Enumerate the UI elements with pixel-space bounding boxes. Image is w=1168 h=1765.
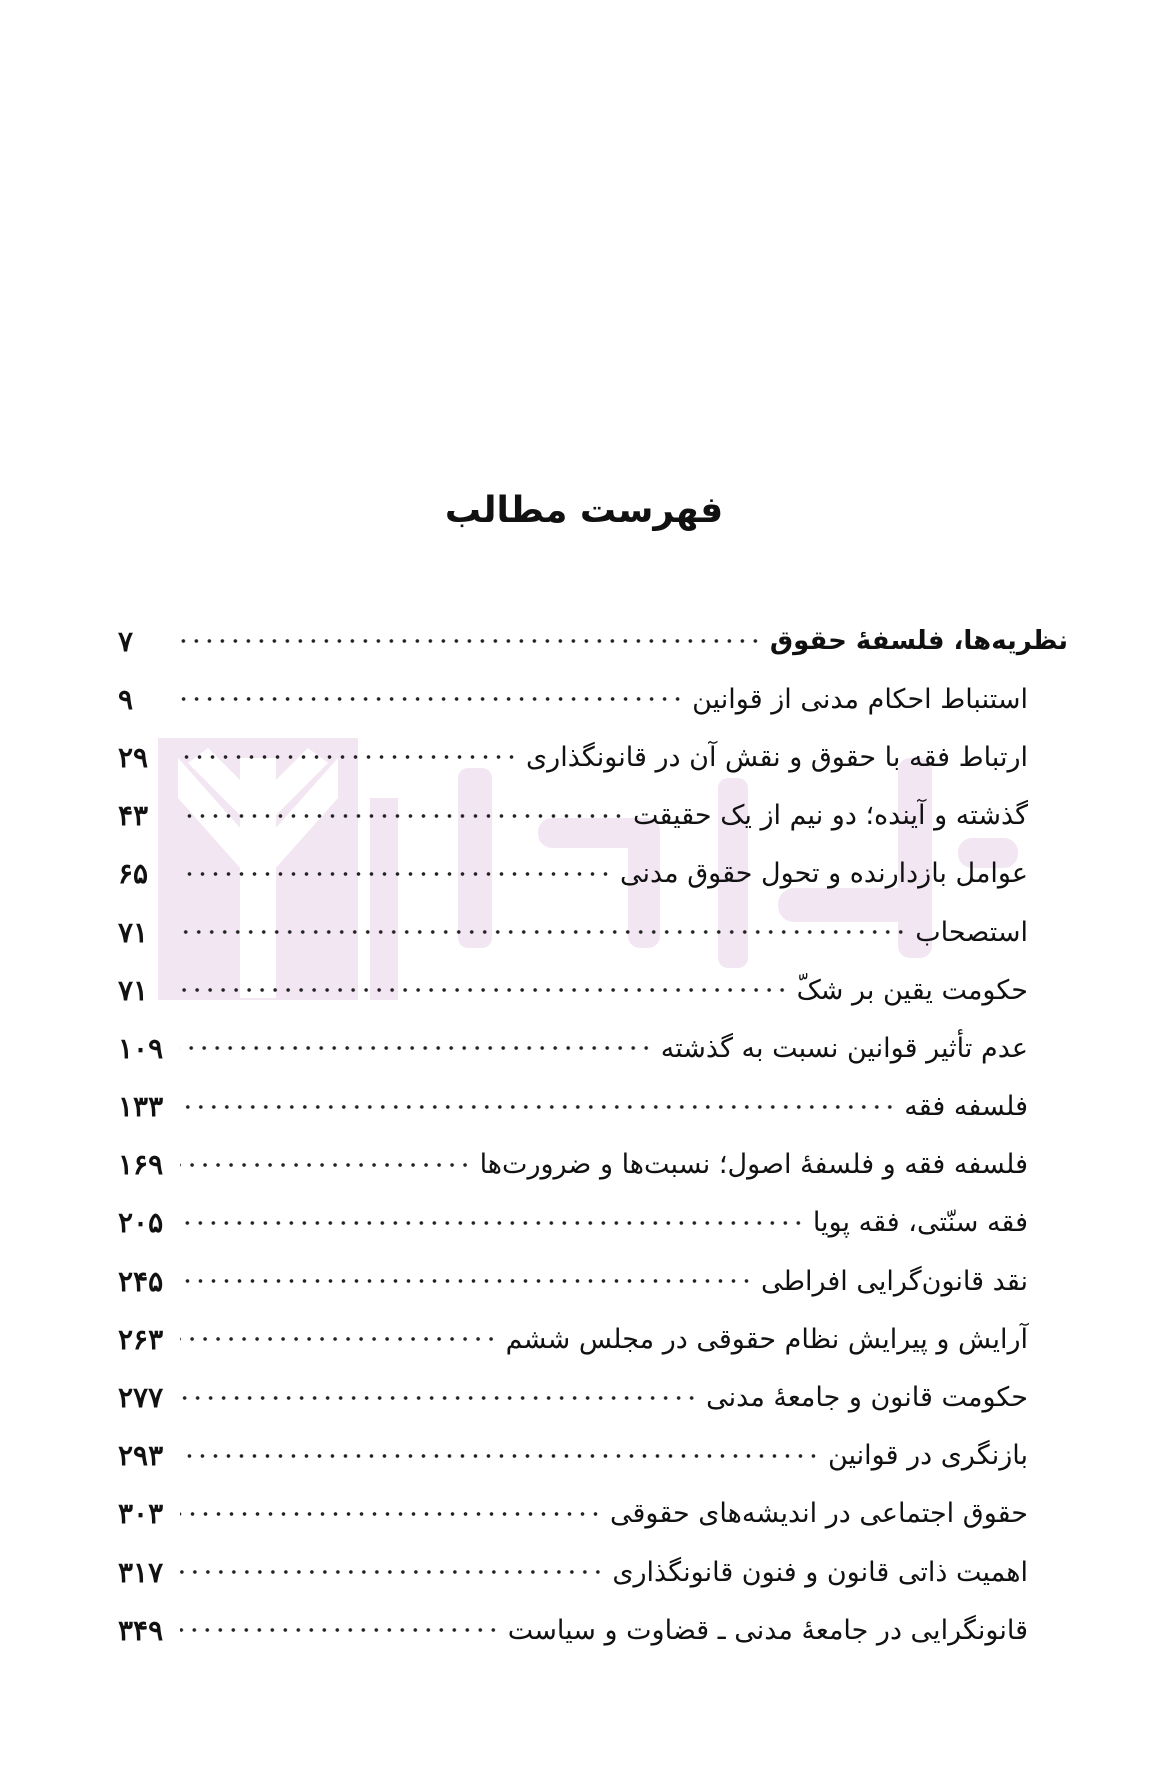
toc-entry [118,1485,1068,1543]
toc-entry [118,1019,1068,1077]
dot-leader [180,688,684,710]
toc-entry-title: فقه سنّتی، فقه پویا [812,1207,1028,1239]
toc-entry-page-number: ۳۱۷ [118,1555,164,1589]
toc-entry [118,728,1068,786]
toc-entry [118,845,1068,903]
toc-entry-page-number: ۲۶۳ [118,1322,164,1356]
toc-entry [118,961,1068,1019]
dot-leader [180,1096,896,1118]
toc-entry-page-number: ۲۹ [118,740,149,774]
dot-leader [180,1445,820,1467]
dot-leader [180,630,762,652]
toc-entry-page-number: ۱۶۹ [118,1148,164,1182]
toc-entry-title: بازنگری در قوانین [827,1440,1028,1472]
toc-entry-page-number: ۲۹۳ [118,1439,164,1473]
toc-entry [118,1543,1068,1601]
toc-entry-title: قانونگرایی در جامعهٔ مدنی ـ قضاوت و سیاست [507,1614,1028,1646]
toc-entry-page-number: ۷ [118,624,134,658]
dot-leader [180,1154,472,1176]
toc-entry-page-number: ۴۳ [118,799,149,833]
toc-entry-title: نظریه‌ها، فلسفهٔ حقوق [769,626,1068,657]
dot-leader [180,979,789,1001]
toc-entry-page-number: ۲۰۵ [118,1206,164,1240]
toc-entry-page-number: ۹ [118,682,134,716]
toc-entry-title: استصحاب [915,916,1028,948]
toc-entry-title: عوامل بازدارنده و تحول حقوق مدنی [619,858,1028,890]
toc-entry-page-number: ۶۵ [118,857,149,891]
dot-leader [180,1387,698,1409]
toc-entry-page-number: ۲۴۵ [118,1264,164,1298]
dot-leader [180,1561,604,1583]
toc-entry-title: اهمیت ذاتی قانون و فنون قانونگذاری [612,1556,1028,1588]
toc-entry-page-number: ۲۷۷ [118,1381,164,1415]
toc-entry-title: حکومت یقین بر شکّ [796,974,1028,1006]
toc-entry-title: فلسفه فقه [904,1091,1028,1123]
toc-entry-title: آرایش و پیرایش نظام حقوقی در مجلس ششم [505,1323,1028,1355]
toc-entry [118,1136,1068,1194]
toc-entry-page-number: ۳۰۳ [118,1497,164,1531]
toc-entry-title: ارتباط فقه با حقوق و نقش آن در قانونگذاری [526,741,1028,773]
toc-entry [118,1252,1068,1310]
toc-entry-title: استنباط احکام مدنی از قوانین [692,683,1028,715]
toc-entry-page-number: ۱۰۹ [118,1031,164,1065]
toc-entry [118,787,1068,845]
toc-entry-title: حکومت قانون و جامعهٔ مدنی [706,1382,1028,1414]
toc-entry [118,903,1068,961]
toc-entry [118,1368,1068,1426]
toc-entry [118,1601,1068,1659]
toc-entry [118,1194,1068,1252]
toc-entry-page-number: ۷۱ [118,973,149,1007]
dot-leader [180,746,518,768]
dot-leader [180,1328,498,1350]
toc-entry-page-number: ۱۳۳ [118,1090,164,1124]
toc-entry-title: حقوق اجتماعی در اندیشه‌های حقوقی [610,1498,1028,1530]
dot-leader [180,1212,805,1234]
dot-leader [180,1619,500,1641]
page-title: فهرست مطالب [444,490,724,531]
dot-leader [180,863,612,885]
toc-entry [118,670,1068,728]
toc-entry [118,1310,1068,1368]
toc-entry-page-number: ۳۴۹ [118,1613,164,1647]
dot-leader [180,805,625,827]
dot-leader [180,1270,753,1292]
dot-leader [180,1503,602,1525]
toc-entry-title: فلسفه فقه و فلسفهٔ اصول؛ نسبت‌ها و ضرورت‌ها [479,1149,1028,1181]
toc-entry-title: نقد قانون‌گرایی افراطی [760,1265,1028,1297]
toc-entry [118,1427,1068,1485]
toc-entry-title: عدم تأثیر قوانین نسبت به گذشته [660,1032,1028,1064]
dot-leader [180,921,907,943]
toc-entry [118,1078,1068,1136]
toc-entry [118,612,1068,670]
toc-entry-page-number: ۷۱ [118,915,149,949]
dot-leader [180,1037,653,1059]
table-of-contents [118,612,1068,1659]
toc-entry-title: گذشته و آینده؛ دو نیم از یک حقیقت [632,800,1028,832]
